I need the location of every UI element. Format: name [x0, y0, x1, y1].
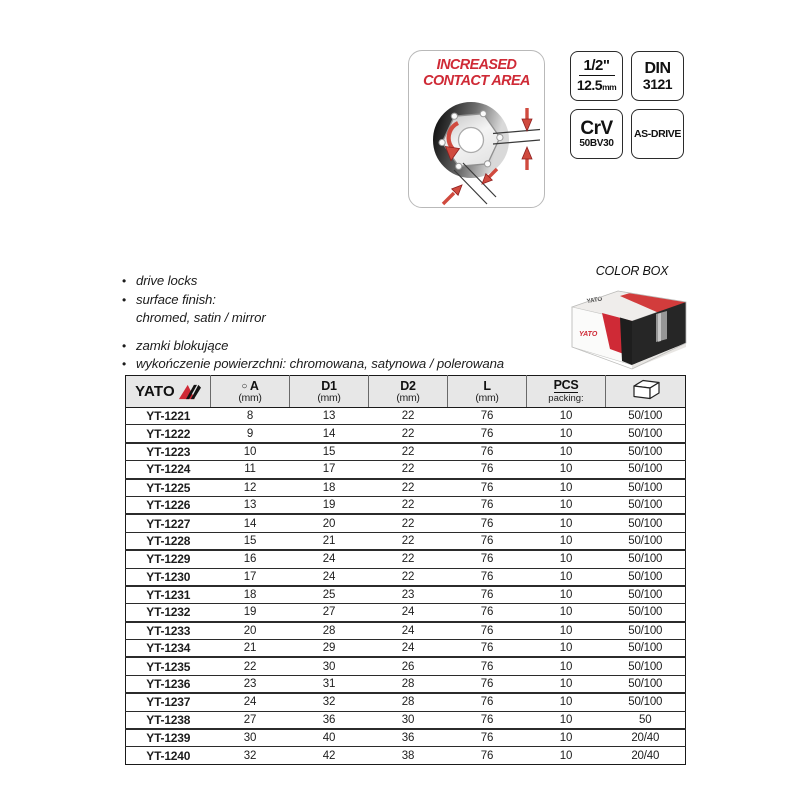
- feature-item-en-2: [122, 291, 602, 310]
- d2-value-cell: 22: [369, 550, 448, 568]
- badge-drive-size: [570, 51, 623, 101]
- a-value-cell: 9: [211, 425, 290, 443]
- pcs-value-cell: 10: [527, 461, 606, 479]
- feature-item-en-1: [122, 272, 602, 291]
- packing-value-cell: 50/100: [628, 410, 663, 423]
- l-value-cell: 76: [448, 622, 527, 640]
- d1-value-cell: 25: [290, 586, 369, 604]
- l-value-cell: 76: [448, 443, 527, 461]
- model-cell: YT-1230: [126, 568, 211, 586]
- table-row: [126, 747, 686, 764]
- packing-value-cell: 50/100: [606, 657, 686, 675]
- d1-value-cell: 20: [290, 514, 369, 532]
- table-row: [126, 496, 686, 514]
- model-cell: YT-1232: [126, 604, 211, 622]
- model-cell: YT-1228: [126, 532, 211, 550]
- model-cell: YT-1222: [126, 425, 211, 443]
- a-value-cell: 20: [211, 622, 290, 640]
- model-cell: YT-1238: [126, 711, 211, 729]
- d1-value-cell: 30: [290, 657, 369, 675]
- pcs-value-cell: 10: [527, 443, 606, 461]
- packing-value-cell: 50/100: [606, 479, 686, 497]
- yato-logo-icon: [178, 384, 201, 400]
- feature-text: wykończenie powierzchni: chromowana, satynowa / polerowana: [136, 356, 505, 371]
- table-row: [126, 568, 686, 586]
- table-row: [126, 693, 686, 711]
- l-value-cell: 76: [448, 747, 527, 764]
- badge-as-drive: [631, 109, 684, 159]
- l-value-cell: 76: [448, 461, 527, 479]
- pcs-value-cell: 10: [527, 550, 606, 568]
- a-value-cell: 19: [211, 604, 290, 622]
- table-row: [126, 479, 686, 497]
- packing-value-cell: 20/40: [606, 747, 686, 764]
- d1-value-cell: 32: [290, 693, 369, 711]
- d1-value-cell: 24: [290, 568, 369, 586]
- pcs-value-cell: 10: [527, 425, 606, 443]
- d2-value-cell: 22: [369, 479, 448, 497]
- a-value-cell: 27: [211, 711, 290, 729]
- packing-value-cell: 50/100: [606, 514, 686, 532]
- color-box-label: COLOR BOX: [595, 264, 669, 278]
- pcs-value-cell: 10: [527, 747, 606, 764]
- table-row: [126, 640, 686, 658]
- d2-value-cell: 22: [369, 514, 448, 532]
- pcs-value-cell: 10: [527, 532, 606, 550]
- d1-value-cell: 42: [290, 747, 369, 764]
- table-row: [126, 461, 686, 479]
- column-header-packing: [606, 376, 686, 408]
- crv-label: CrV: [580, 117, 613, 139]
- d1-value-cell: 14: [290, 425, 369, 443]
- l-value-cell: 76: [448, 604, 527, 622]
- d1-value-cell: 17: [290, 461, 369, 479]
- a-value-cell: 22: [211, 657, 290, 675]
- bullet-icon: •: [122, 338, 127, 353]
- model-cell: YT-1231: [126, 586, 211, 604]
- d1-value-cell: 40: [290, 729, 369, 747]
- d2-value-cell: 24: [369, 622, 448, 640]
- d1-value-cell: 24: [290, 550, 369, 568]
- pcs-value-cell: 10: [527, 729, 606, 747]
- model-cell: YT-1239: [126, 729, 211, 747]
- l-value-cell: 76: [448, 675, 527, 693]
- l-value-cell: 76: [448, 514, 527, 532]
- d2-value-cell: 22: [369, 532, 448, 550]
- table-row: [126, 622, 686, 640]
- table-row: [126, 514, 686, 532]
- packing-value-cell: 20/40: [606, 729, 686, 747]
- d2-value-cell: 22: [401, 410, 415, 423]
- l-value-cell: 76: [480, 410, 494, 423]
- a-value-cell: 16: [211, 550, 290, 568]
- d1-value-cell: 18: [290, 479, 369, 497]
- pcs-value-cell: 10: [527, 675, 606, 693]
- a-value-cell: 30: [211, 729, 290, 747]
- l-value-cell: 76: [448, 711, 527, 729]
- drive-mm-value: 12.5: [576, 76, 603, 93]
- table-row: [126, 586, 686, 604]
- table-row: [126, 443, 686, 461]
- diagram-title-line2: CONTACT AREA: [423, 72, 530, 89]
- diagram-title-line1: INCREASED: [436, 56, 517, 73]
- d2-value-cell: 22: [369, 443, 448, 461]
- packing-value-cell: 50/100: [606, 550, 686, 568]
- a-value-cell: 18: [211, 586, 290, 604]
- model-cell: YT-1235: [126, 657, 211, 675]
- model-cell: YT-1227: [126, 514, 211, 532]
- din-label: DIN: [644, 59, 671, 77]
- packing-value-cell: 50/100: [606, 425, 686, 443]
- column-header-a: ○ A (mm): [211, 376, 290, 408]
- d1-value-cell: 19: [290, 496, 369, 514]
- socket-cross-section-icon: [409, 90, 546, 207]
- l-value-cell: 76: [448, 693, 527, 711]
- packing-value-cell: 50: [606, 711, 686, 729]
- diagram-title: [412, 57, 542, 89]
- a-value-cell: 12: [211, 479, 290, 497]
- packing-value-cell: 50/100: [606, 586, 686, 604]
- table-row: [126, 532, 686, 550]
- model-cell: YT-1224: [126, 461, 211, 479]
- d2-value-cell: 24: [369, 640, 448, 658]
- l-value-cell: 76: [448, 586, 527, 604]
- as-drive-label: AS-DRIVE: [634, 128, 681, 140]
- bullet-icon: •: [122, 357, 127, 371]
- a-value-cell: 17: [211, 568, 290, 586]
- l-value-cell: 76: [448, 479, 527, 497]
- packing-value-cell: 50/100: [606, 568, 686, 586]
- spec-badges: [570, 51, 684, 159]
- drive-size-mm: [577, 78, 616, 94]
- table-row: [126, 408, 686, 425]
- a-value-cell: 11: [211, 461, 290, 479]
- packing-value-cell: 50/100: [606, 622, 686, 640]
- model-cell: YT-1223: [126, 443, 211, 461]
- packing-value-cell: 50/100: [606, 693, 686, 711]
- socket-circle-icon: ○: [241, 380, 248, 392]
- drive-size-inch: 1/2": [583, 57, 610, 75]
- carton-icon: [631, 378, 661, 400]
- d2-value-cell: 22: [369, 461, 448, 479]
- d2-value-cell: 36: [369, 729, 448, 747]
- table-row: [126, 675, 686, 693]
- packing-value-cell: 50/100: [606, 443, 686, 461]
- spec-table-header-row: [126, 376, 686, 408]
- a-value-cell: 8: [246, 410, 254, 423]
- table-row: [126, 425, 686, 443]
- packing-value-cell: 50/100: [606, 532, 686, 550]
- pcs-value-cell: 10: [559, 410, 573, 423]
- d1-value-cell: 15: [290, 443, 369, 461]
- drive-mm-unit: mm: [602, 81, 617, 92]
- d1-value-cell: 36: [290, 711, 369, 729]
- box-brand-front: YATO: [579, 331, 598, 338]
- l-value-cell: 76: [448, 729, 527, 747]
- d1-value-cell: 28: [290, 622, 369, 640]
- d2-value-cell: 30: [369, 711, 448, 729]
- feature-text: zamki blokujące: [136, 337, 229, 353]
- column-header-d1: D1 (mm): [290, 376, 369, 408]
- table-row: [126, 604, 686, 622]
- d1-value-cell: 21: [290, 532, 369, 550]
- badge-crv-material: [570, 109, 623, 159]
- yato-brand-text: YATO: [135, 383, 175, 400]
- d2-value-cell: 28: [369, 675, 448, 693]
- l-value-cell: 76: [448, 640, 527, 658]
- column-header-pcs: PCS packing:: [527, 376, 606, 408]
- model-cell: YT-1226: [126, 496, 211, 514]
- d1-value-cell: 13: [322, 410, 336, 423]
- d1-value-cell: 27: [290, 604, 369, 622]
- table-row: [126, 550, 686, 568]
- model-cell: YT-1234: [126, 640, 211, 658]
- spec-table-body: [126, 408, 686, 765]
- l-value-cell: 76: [448, 568, 527, 586]
- model-cell: YT-1237: [126, 693, 211, 711]
- l-value-cell: 76: [448, 425, 527, 443]
- badge-din-standard: [631, 51, 684, 101]
- a-value-cell: 24: [211, 693, 290, 711]
- a-value-cell: 13: [211, 496, 290, 514]
- l-value-cell: 76: [448, 657, 527, 675]
- packing-value-cell: 50/100: [606, 604, 686, 622]
- bullet-icon: •: [122, 292, 127, 307]
- column-header-d2: D2 (mm): [369, 376, 448, 408]
- brand-header-cell: [126, 376, 211, 408]
- color-box-image: [560, 281, 702, 371]
- feature-subtext-en: chromed, satin / mirror: [136, 310, 266, 325]
- d2-value-cell: 28: [369, 693, 448, 711]
- feature-item-pl-1: [122, 337, 602, 356]
- packing-value-cell: 50/100: [606, 675, 686, 693]
- pcs-value-cell: 10: [527, 693, 606, 711]
- pcs-value-cell: 10: [527, 568, 606, 586]
- packing-value-cell: 50/100: [606, 496, 686, 514]
- d1-value-cell: 31: [290, 675, 369, 693]
- l-value-cell: 76: [448, 532, 527, 550]
- box-brand-top: YATO: [586, 296, 603, 305]
- d1-value-cell: 29: [290, 640, 369, 658]
- spec-table: [125, 375, 686, 765]
- model-cell: YT-1236: [126, 675, 211, 693]
- column-header-l: L (mm): [448, 376, 527, 408]
- pcs-value-cell: 10: [527, 657, 606, 675]
- a-value-cell: 23: [211, 675, 290, 693]
- feature-text: drive locks: [136, 273, 198, 288]
- model-cell: YT-1225: [126, 479, 211, 497]
- a-value-cell: 14: [211, 514, 290, 532]
- pcs-value-cell: 10: [527, 604, 606, 622]
- model-cell: YT-1221: [146, 409, 191, 424]
- contact-area-diagram: [408, 50, 545, 208]
- table-row: [126, 657, 686, 675]
- model-cell: YT-1233: [126, 622, 211, 640]
- pcs-value-cell: 10: [527, 514, 606, 532]
- packing-value-cell: 50/100: [606, 461, 686, 479]
- bullet-icon: •: [122, 274, 127, 288]
- d2-value-cell: 26: [369, 657, 448, 675]
- din-number: 3121: [642, 75, 673, 92]
- packing-value-cell: 50/100: [606, 640, 686, 658]
- a-value-cell: 15: [211, 532, 290, 550]
- table-row: [126, 729, 686, 747]
- pcs-value-cell: 10: [527, 479, 606, 497]
- a-value-cell: 32: [211, 747, 290, 764]
- table-row: [126, 711, 686, 729]
- a-value-cell: 10: [211, 443, 290, 461]
- feature-text: surface finish:: [136, 291, 216, 307]
- d2-value-cell: 22: [369, 568, 448, 586]
- pcs-value-cell: 10: [527, 586, 606, 604]
- d2-value-cell: 22: [369, 425, 448, 443]
- a-value-cell: 21: [211, 640, 290, 658]
- l-value-cell: 76: [448, 550, 527, 568]
- model-cell: YT-1240: [126, 747, 211, 764]
- d2-value-cell: 22: [369, 496, 448, 514]
- pcs-value-cell: 10: [527, 640, 606, 658]
- d2-value-cell: 24: [369, 604, 448, 622]
- pcs-value-cell: 10: [527, 711, 606, 729]
- l-value-cell: 76: [448, 496, 527, 514]
- crv-grade: 50BV30: [579, 137, 614, 149]
- pcs-value-cell: 10: [527, 496, 606, 514]
- feature-list: [122, 272, 602, 374]
- pcs-value-cell: 10: [527, 622, 606, 640]
- feature-item-pl-2: [122, 355, 602, 374]
- model-cell: YT-1229: [126, 550, 211, 568]
- d2-value-cell: 38: [369, 747, 448, 764]
- d2-value-cell: 23: [369, 586, 448, 604]
